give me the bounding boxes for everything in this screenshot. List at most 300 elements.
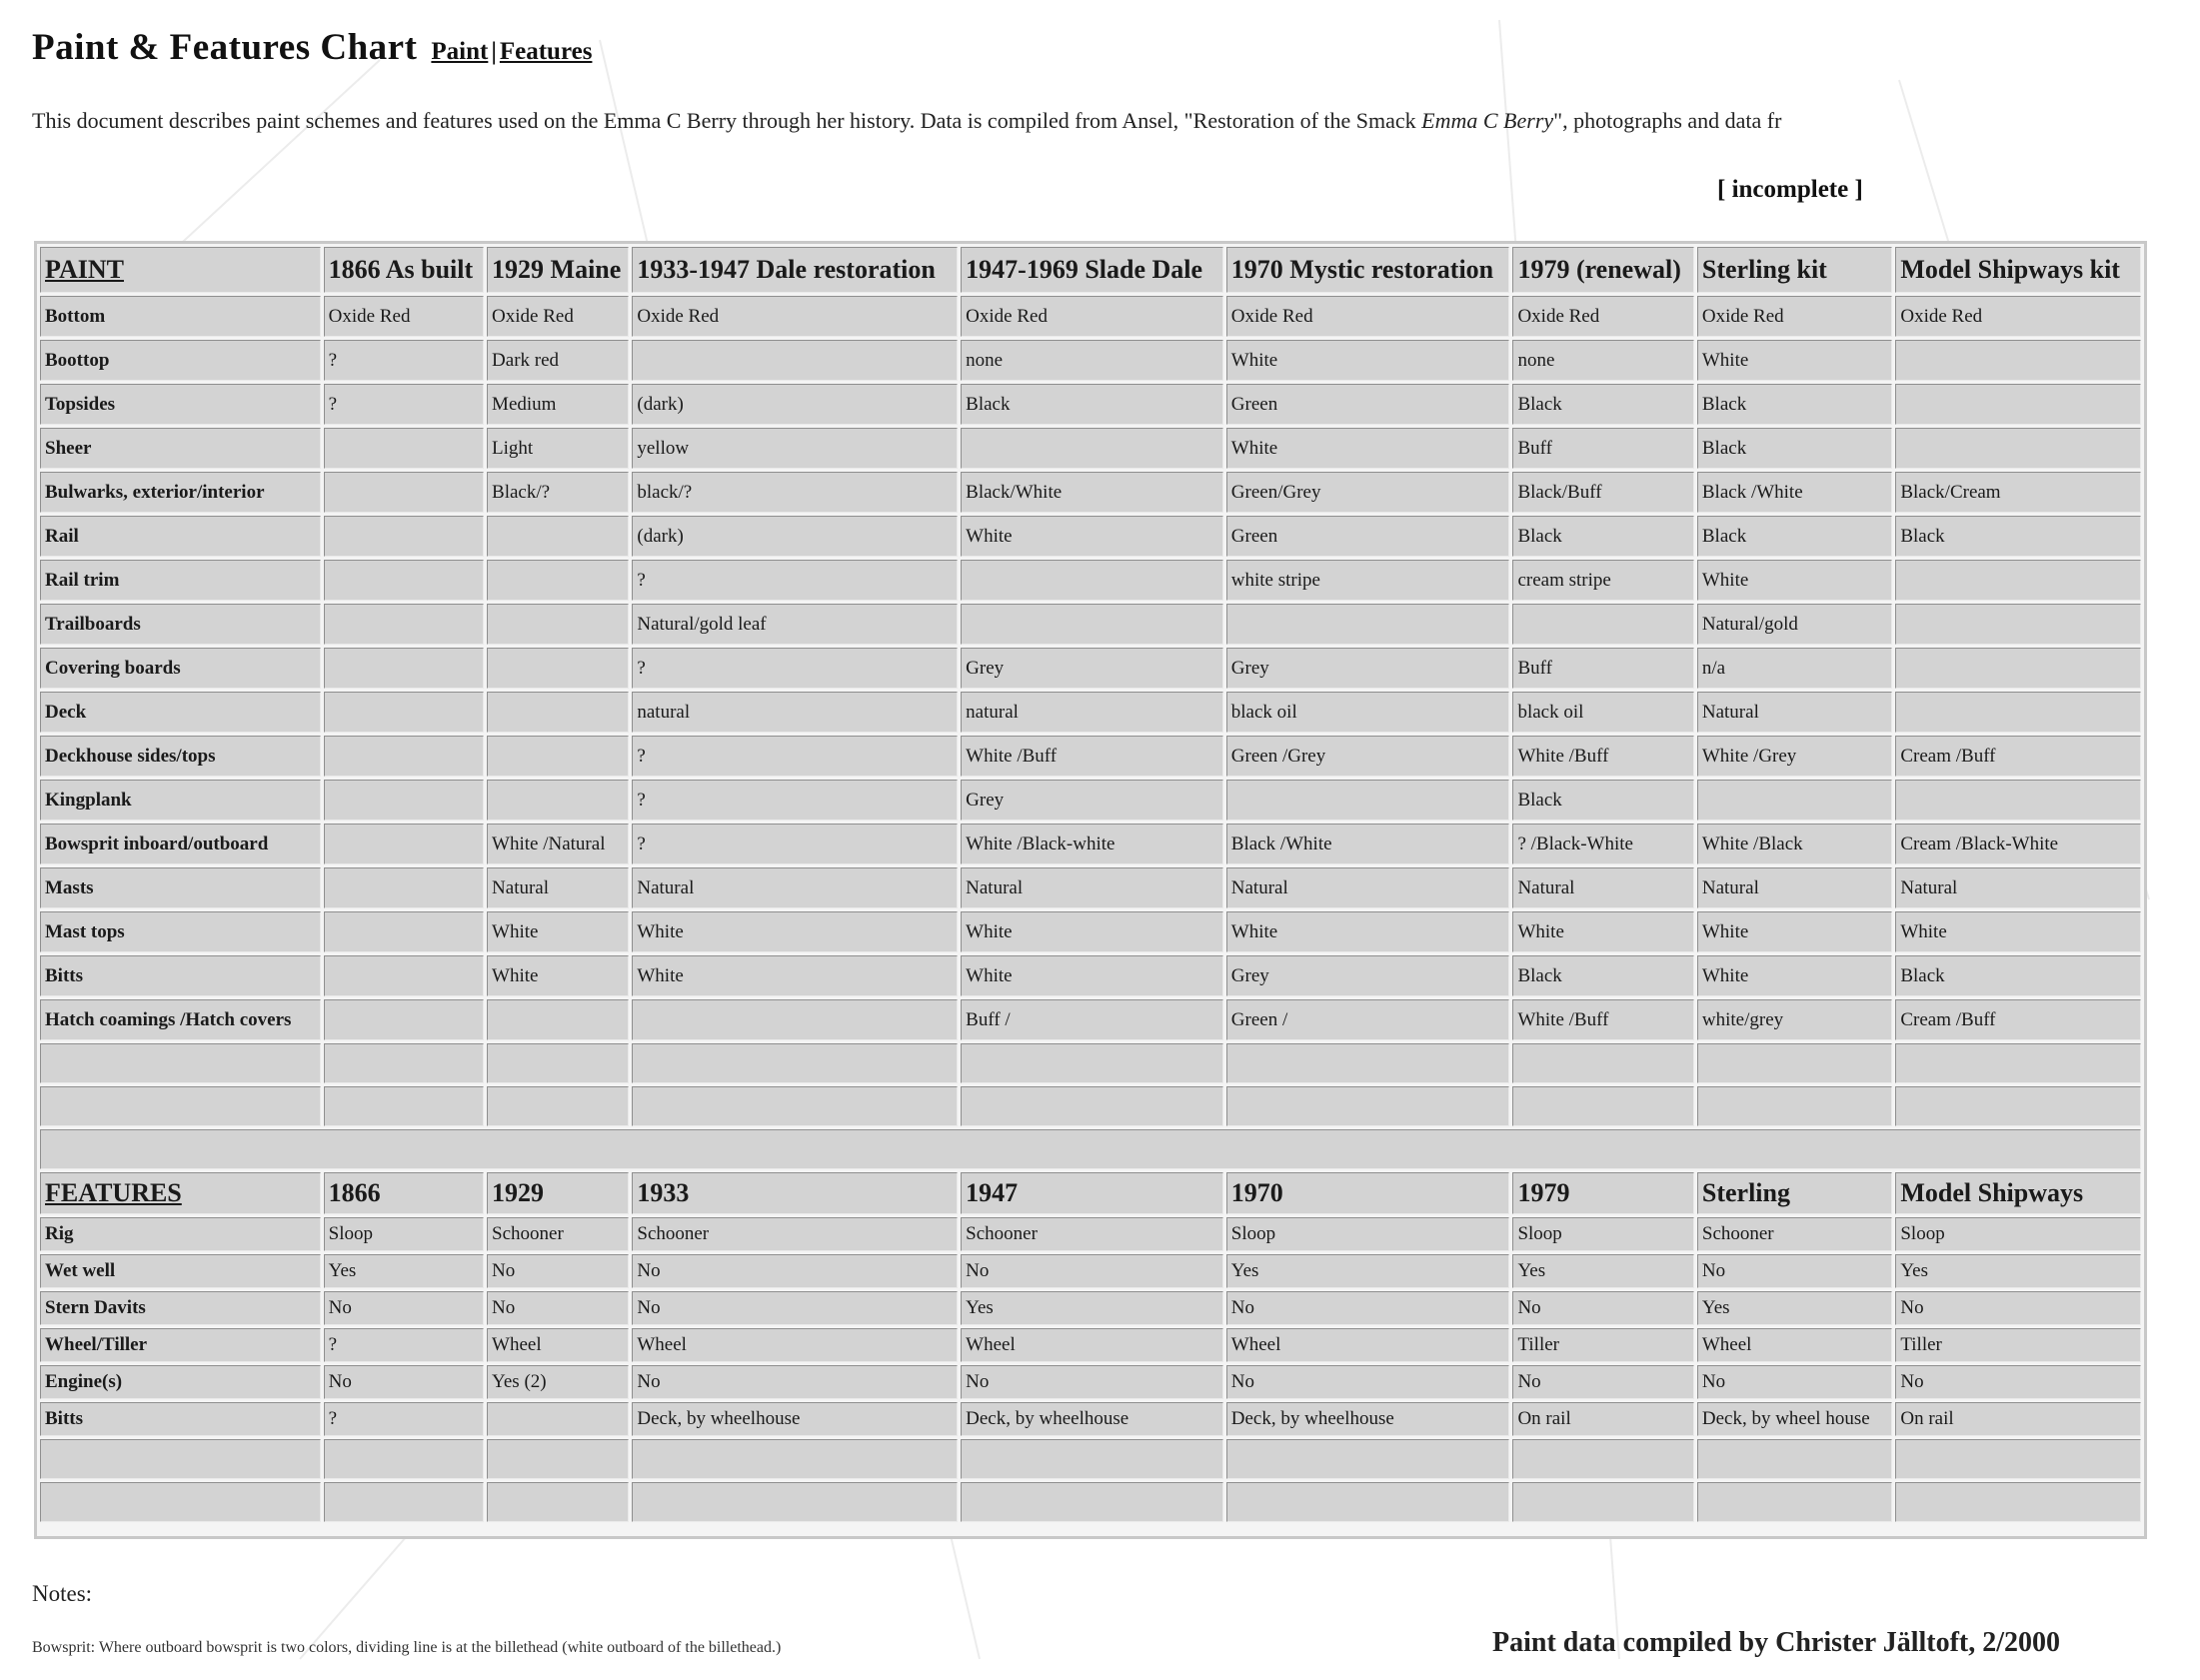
paint-cell: [1895, 384, 2141, 425]
paint-row-label: Masts: [40, 867, 321, 908]
empty-cell: [40, 1439, 321, 1479]
features-cell: Wheel: [487, 1328, 629, 1362]
empty-cell: [324, 1439, 484, 1479]
paint-cell: Cream /Buff: [1895, 736, 2141, 777]
empty-cell: [487, 1439, 629, 1479]
credit-line: Paint data compiled by Christer Jälltoft, 2/2000: [1492, 1627, 2061, 1658]
features-cell: No: [632, 1291, 958, 1325]
paint-row: [40, 736, 2141, 777]
paint-cell: ? /Black-White: [1512, 824, 1693, 864]
empty-cell: [487, 1086, 629, 1126]
features-link[interactable]: Features: [499, 38, 593, 65]
paint-cell: Grey: [961, 780, 1223, 821]
features-cell: Yes: [1512, 1254, 1693, 1288]
features-cell: Tiller: [1895, 1328, 2141, 1362]
features-cell: Schooner: [487, 1217, 629, 1251]
paint-cell: [324, 560, 484, 601]
paint-cell: Natural: [1226, 867, 1510, 908]
paint-cell: [324, 867, 484, 908]
paint-cell: [1895, 648, 2141, 689]
paint-cell: ?: [632, 560, 958, 601]
paint-cell: Buff: [1512, 428, 1693, 469]
blank-row: [40, 1086, 2141, 1126]
empty-cell: [961, 1043, 1223, 1083]
features-cell: No: [1697, 1365, 1892, 1399]
paint-cell: [487, 516, 629, 557]
paint-cell: natural: [632, 692, 958, 733]
paint-cell: Black: [961, 384, 1223, 425]
paint-row-label: Kingplank: [40, 780, 321, 821]
paint-link[interactable]: Paint: [431, 38, 489, 65]
paint-cell: Buff: [1512, 648, 1693, 689]
empty-cell: [1512, 1482, 1693, 1522]
features-cell: [487, 1402, 629, 1436]
features-row-label: Engine(s): [40, 1365, 321, 1399]
description-text-end: ", photographs and data fr: [1553, 108, 1782, 133]
features-cell: Schooner: [632, 1217, 958, 1251]
paint-cell: White: [632, 911, 958, 952]
paint-cell: [324, 692, 484, 733]
paint-cell: [324, 999, 484, 1040]
features-cell: No: [487, 1291, 629, 1325]
paint-row: [40, 384, 2141, 425]
features-cell: Sloop: [1895, 1217, 2141, 1251]
features-cell: Yes: [961, 1291, 1223, 1325]
features-cell: No: [632, 1254, 958, 1288]
paint-cell: Black/?: [487, 472, 629, 513]
paint-cell: Black /White: [1226, 824, 1510, 864]
features-cell: Sloop: [1226, 1217, 1510, 1251]
paint-row: [40, 604, 2141, 645]
paint-cell: Green/Grey: [1226, 472, 1510, 513]
features-column-header: 1970: [1226, 1172, 1510, 1214]
paint-cell: white/grey: [1697, 999, 1892, 1040]
empty-cell: [961, 1086, 1223, 1126]
features-cell: No: [632, 1365, 958, 1399]
paint-row: [40, 516, 2141, 557]
features-row: [40, 1217, 2141, 1251]
paint-cell: Black/Buff: [1512, 472, 1693, 513]
empty-cell: [1697, 1482, 1892, 1522]
paint-cell: White: [487, 955, 629, 996]
paint-cell: none: [961, 340, 1223, 381]
paint-row: [40, 824, 2141, 864]
paint-cell: [487, 560, 629, 601]
paint-column-header: 1866 As built: [324, 247, 484, 293]
paint-cell: Oxide Red: [1512, 296, 1693, 337]
paint-column-header: 1929 Maine: [487, 247, 629, 293]
empty-cell: [1895, 1086, 2141, 1126]
paint-features-table: [37, 244, 2144, 1525]
paint-cell: Black: [1697, 428, 1892, 469]
paint-cell: [1895, 340, 2141, 381]
empty-cell: [632, 1482, 958, 1522]
page-description: [32, 108, 2200, 134]
features-row: [40, 1291, 2141, 1325]
features-cell: Deck, by wheelhouse: [961, 1402, 1223, 1436]
features-cell: Sloop: [1512, 1217, 1693, 1251]
empty-cell: [1226, 1439, 1510, 1479]
nav-separator: |: [491, 38, 497, 65]
paint-cell: White: [1895, 911, 2141, 952]
paint-cell: [324, 780, 484, 821]
paint-row-label: Rail: [40, 516, 321, 557]
paint-cell: Oxide Red: [324, 296, 484, 337]
paint-cell: Cream /Buff: [1895, 999, 2141, 1040]
features-cell: No: [487, 1254, 629, 1288]
paint-cell: Oxide Red: [1895, 296, 2141, 337]
blank-row: [40, 1043, 2141, 1083]
features-cell: On rail: [1895, 1402, 2141, 1436]
paint-cell: [1226, 604, 1510, 645]
blank-row: [40, 1439, 2141, 1479]
paint-cell: Green: [1226, 516, 1510, 557]
features-cell: ?: [324, 1328, 484, 1362]
paint-cell: Natural: [1697, 692, 1892, 733]
paint-cell: Natural: [632, 867, 958, 908]
paint-cell: Oxide Red: [961, 296, 1223, 337]
empty-cell: [324, 1482, 484, 1522]
description-vessel-name: Emma C Berry: [1421, 108, 1554, 133]
paint-column-header: 1947-1969 Slade Dale: [961, 247, 1223, 293]
paint-cell: [961, 428, 1223, 469]
features-cell: No: [961, 1365, 1223, 1399]
empty-cell: [1895, 1482, 2141, 1522]
features-cell: Yes: [1226, 1254, 1510, 1288]
paint-cell: [324, 736, 484, 777]
paint-cell: [324, 911, 484, 952]
features-cell: No: [1226, 1291, 1510, 1325]
paint-cell: (dark): [632, 516, 958, 557]
paint-cell: Buff /: [961, 999, 1223, 1040]
paint-row-label: Rail trim: [40, 560, 321, 601]
paint-cell: cream stripe: [1512, 560, 1693, 601]
paint-cell: Natural: [487, 867, 629, 908]
paint-cell: [1895, 560, 2141, 601]
features-cell: Schooner: [961, 1217, 1223, 1251]
empty-cell: [1697, 1439, 1892, 1479]
paint-row-label: Topsides: [40, 384, 321, 425]
paint-cell: [487, 999, 629, 1040]
paint-cell: White: [1697, 560, 1892, 601]
paint-cell: Black: [1512, 955, 1693, 996]
features-section-heading: FEATURES: [40, 1172, 321, 1214]
paint-cell: [961, 560, 1223, 601]
paint-cell: [324, 516, 484, 557]
paint-cell: n/a: [1697, 648, 1892, 689]
paint-cell: black/?: [632, 472, 958, 513]
paint-cell: [487, 692, 629, 733]
paint-row: [40, 560, 2141, 601]
paint-column-header: 1970 Mystic restoration: [1226, 247, 1510, 293]
paint-row: [40, 648, 2141, 689]
paint-row-label: Trailboards: [40, 604, 321, 645]
status-incomplete: [ incomplete ]: [1717, 176, 1863, 203]
paint-cell: White: [961, 911, 1223, 952]
features-column-header: Sterling: [1697, 1172, 1892, 1214]
features-row-label: Wet well: [40, 1254, 321, 1288]
paint-cell: White: [1226, 911, 1510, 952]
paint-cell: Oxide Red: [632, 296, 958, 337]
paint-cell: Oxide Red: [1226, 296, 1510, 337]
paint-header-row: [40, 247, 2141, 293]
paint-cell: [961, 604, 1223, 645]
paint-cell: White: [1512, 911, 1693, 952]
empty-cell: [487, 1482, 629, 1522]
paint-cell: Black: [1895, 516, 2141, 557]
features-cell: Deck, by wheelhouse: [632, 1402, 958, 1436]
paint-cell: White: [487, 911, 629, 952]
paint-cell: Green: [1226, 384, 1510, 425]
paint-cell: black oil: [1226, 692, 1510, 733]
paint-cell: White /Buff: [1512, 736, 1693, 777]
empty-cell: [961, 1439, 1223, 1479]
features-cell: No: [1895, 1291, 2141, 1325]
features-cell: No: [1512, 1291, 1693, 1325]
paint-cell: Natural/gold leaf: [632, 604, 958, 645]
features-cell: No: [1697, 1254, 1892, 1288]
description-text-start: This document describes paint schemes and features used on the Emma C Berry through her history. Data is compiled from Ansel, "Restoration of the Smack: [32, 108, 1422, 133]
features-cell: Yes: [324, 1254, 484, 1288]
empty-cell: [40, 1043, 321, 1083]
empty-cell: [632, 1086, 958, 1126]
paint-row: [40, 955, 2141, 996]
empty-cell: [1895, 1439, 2141, 1479]
features-row-label: Wheel/Tiller: [40, 1328, 321, 1362]
paint-cell: [1895, 780, 2141, 821]
blank-row: [40, 1482, 2141, 1522]
paint-row: [40, 780, 2141, 821]
features-cell: Deck, by wheelhouse: [1226, 1402, 1510, 1436]
paint-cell: White /Black-white: [961, 824, 1223, 864]
paint-cell: White: [1226, 428, 1510, 469]
paint-cell: Oxide Red: [487, 296, 629, 337]
paint-cell: Black: [1512, 516, 1693, 557]
paint-cell: Cream /Black-White: [1895, 824, 2141, 864]
paint-row: [40, 911, 2141, 952]
empty-cell: [1512, 1043, 1693, 1083]
features-column-header: Model Shipways: [1895, 1172, 2141, 1214]
paint-row-label: Bottom: [40, 296, 321, 337]
paint-cell: Natural: [961, 867, 1223, 908]
features-cell: No: [1512, 1365, 1693, 1399]
paint-row: [40, 340, 2141, 381]
paint-cell: Black: [1697, 516, 1892, 557]
paint-cell: [487, 604, 629, 645]
features-cell: Tiller: [1512, 1328, 1693, 1362]
paint-cell: Black /White: [1697, 472, 1892, 513]
features-cell: Sloop: [324, 1217, 484, 1251]
empty-cell: [632, 1043, 958, 1083]
page-header: [32, 26, 592, 69]
paint-cell: [632, 340, 958, 381]
paint-cell: Black: [1512, 780, 1693, 821]
section-spacer-row: [40, 1129, 2141, 1169]
paint-cell: [1895, 428, 2141, 469]
paint-cell: Black/Cream: [1895, 472, 2141, 513]
paint-cell: Grey: [1226, 955, 1510, 996]
paint-cell: [632, 999, 958, 1040]
paint-row-label: Bitts: [40, 955, 321, 996]
paint-cell: [1895, 692, 2141, 733]
paint-cell: [324, 604, 484, 645]
paint-column-header: Model Shipways kit: [1895, 247, 2141, 293]
empty-cell: [1226, 1043, 1510, 1083]
empty-cell: [40, 1482, 321, 1522]
paint-row-label: Bowsprit inboard/outboard: [40, 824, 321, 864]
features-cell: Wheel: [961, 1328, 1223, 1362]
empty-cell: [1697, 1043, 1892, 1083]
features-row: [40, 1365, 2141, 1399]
features-cell: No: [324, 1365, 484, 1399]
paint-cell: ?: [632, 824, 958, 864]
features-cell: No: [961, 1254, 1223, 1288]
paint-cell: [487, 736, 629, 777]
paint-cell: Natural: [1895, 867, 2141, 908]
empty-cell: [324, 1086, 484, 1126]
paint-cell: White: [1697, 340, 1892, 381]
paint-cell: ?: [632, 780, 958, 821]
features-row-label: Rig: [40, 1217, 321, 1251]
paint-cell: Black: [1895, 955, 2141, 996]
features-cell: No: [1226, 1365, 1510, 1399]
paint-cell: [487, 648, 629, 689]
empty-cell: [487, 1043, 629, 1083]
paint-row: [40, 428, 2141, 469]
paint-cell: [1697, 780, 1892, 821]
paint-cell: White: [1226, 340, 1510, 381]
paint-cell: [324, 428, 484, 469]
features-cell: Wheel: [632, 1328, 958, 1362]
paint-cell: Green /: [1226, 999, 1510, 1040]
paint-row-label: Sheer: [40, 428, 321, 469]
paint-cell: White /Natural: [487, 824, 629, 864]
paint-row: [40, 999, 2141, 1040]
note-bowsprit: Bowsprit: Where outboard bowsprit is two colors, dividing line is at the billethead (white outboard of the billethead.): [32, 1639, 782, 1656]
paint-cell: White: [1697, 955, 1892, 996]
paint-cell: White /Grey: [1697, 736, 1892, 777]
page-title: Paint & Features Chart: [32, 27, 418, 68]
page-nav: [431, 38, 592, 66]
paint-cell: Medium: [487, 384, 629, 425]
features-cell: Yes (2): [487, 1365, 629, 1399]
empty-cell: [324, 1043, 484, 1083]
paint-cell: [324, 824, 484, 864]
features-column-header: 1929: [487, 1172, 629, 1214]
features-cell: ?: [324, 1402, 484, 1436]
paint-cell: White: [961, 516, 1223, 557]
empty-cell: [40, 1086, 321, 1126]
paint-cell: White /Black: [1697, 824, 1892, 864]
paint-column-header: Sterling kit: [1697, 247, 1892, 293]
features-column-header: 1866: [324, 1172, 484, 1214]
paint-cell: black oil: [1512, 692, 1693, 733]
paint-cell: White: [1697, 911, 1892, 952]
paint-cell: Dark red: [487, 340, 629, 381]
paint-cell: Black/White: [961, 472, 1223, 513]
paint-cell: Black: [1512, 384, 1693, 425]
features-cell: Schooner: [1697, 1217, 1892, 1251]
paint-cell: ?: [632, 648, 958, 689]
paint-cell: [1226, 780, 1510, 821]
features-row: [40, 1402, 2141, 1436]
paint-cell: Green /Grey: [1226, 736, 1510, 777]
features-header-row: [40, 1172, 2141, 1214]
paint-row-label: Deckhouse sides/tops: [40, 736, 321, 777]
section-spacer: [40, 1129, 2141, 1169]
empty-cell: [1512, 1086, 1693, 1126]
features-cell: Wheel: [1697, 1328, 1892, 1362]
paint-cell: Natural: [1697, 867, 1892, 908]
paint-row: [40, 296, 2141, 337]
features-row-label: Stern Davits: [40, 1291, 321, 1325]
notes-label: Notes:: [32, 1581, 93, 1606]
paint-cell: Light: [487, 428, 629, 469]
features-column-header: 1933: [632, 1172, 958, 1214]
paint-column-header: 1933-1947 Dale restoration: [632, 247, 958, 293]
features-row: [40, 1254, 2141, 1288]
paint-cell: natural: [961, 692, 1223, 733]
paint-cell: Grey: [961, 648, 1223, 689]
features-cell: No: [324, 1291, 484, 1325]
paint-cell: White /Buff: [961, 736, 1223, 777]
paint-row: [40, 692, 2141, 733]
paint-cell: (dark): [632, 384, 958, 425]
paint-cell: Grey: [1226, 648, 1510, 689]
empty-cell: [1226, 1482, 1510, 1522]
features-cell: Yes: [1895, 1254, 2141, 1288]
paint-cell: [324, 955, 484, 996]
features-column-header: 1947: [961, 1172, 1223, 1214]
paint-cell: [1512, 604, 1693, 645]
paint-cell: [1895, 604, 2141, 645]
paint-row: [40, 867, 2141, 908]
empty-cell: [1226, 1086, 1510, 1126]
features-column-header: 1979: [1512, 1172, 1693, 1214]
features-row-label: Bitts: [40, 1402, 321, 1436]
paint-cell: ?: [324, 340, 484, 381]
chart-table-container: [34, 241, 2147, 1539]
paint-cell: White /Buff: [1512, 999, 1693, 1040]
paint-cell: White: [961, 955, 1223, 996]
paint-cell: ?: [324, 384, 484, 425]
paint-row-label: Covering boards: [40, 648, 321, 689]
paint-row-label: Hatch coamings /Hatch covers: [40, 999, 321, 1040]
features-cell: No: [1895, 1365, 2141, 1399]
paint-cell: [324, 472, 484, 513]
paint-cell: Oxide Red: [1697, 296, 1892, 337]
features-cell: On rail: [1512, 1402, 1693, 1436]
paint-row: [40, 472, 2141, 513]
paint-cell: yellow: [632, 428, 958, 469]
empty-cell: [961, 1482, 1223, 1522]
empty-cell: [1697, 1086, 1892, 1126]
features-cell: Wheel: [1226, 1328, 1510, 1362]
paint-cell: none: [1512, 340, 1693, 381]
paint-row-label: Mast tops: [40, 911, 321, 952]
empty-cell: [1512, 1439, 1693, 1479]
paint-cell: [487, 780, 629, 821]
paint-cell: [324, 648, 484, 689]
paint-row-label: Deck: [40, 692, 321, 733]
paint-row-label: Bulwarks, exterior/interior: [40, 472, 321, 513]
features-cell: Deck, by wheel house: [1697, 1402, 1892, 1436]
paint-cell: white stripe: [1226, 560, 1510, 601]
empty-cell: [632, 1439, 958, 1479]
features-cell: Yes: [1697, 1291, 1892, 1325]
features-row: [40, 1328, 2141, 1362]
paint-cell: Black: [1697, 384, 1892, 425]
